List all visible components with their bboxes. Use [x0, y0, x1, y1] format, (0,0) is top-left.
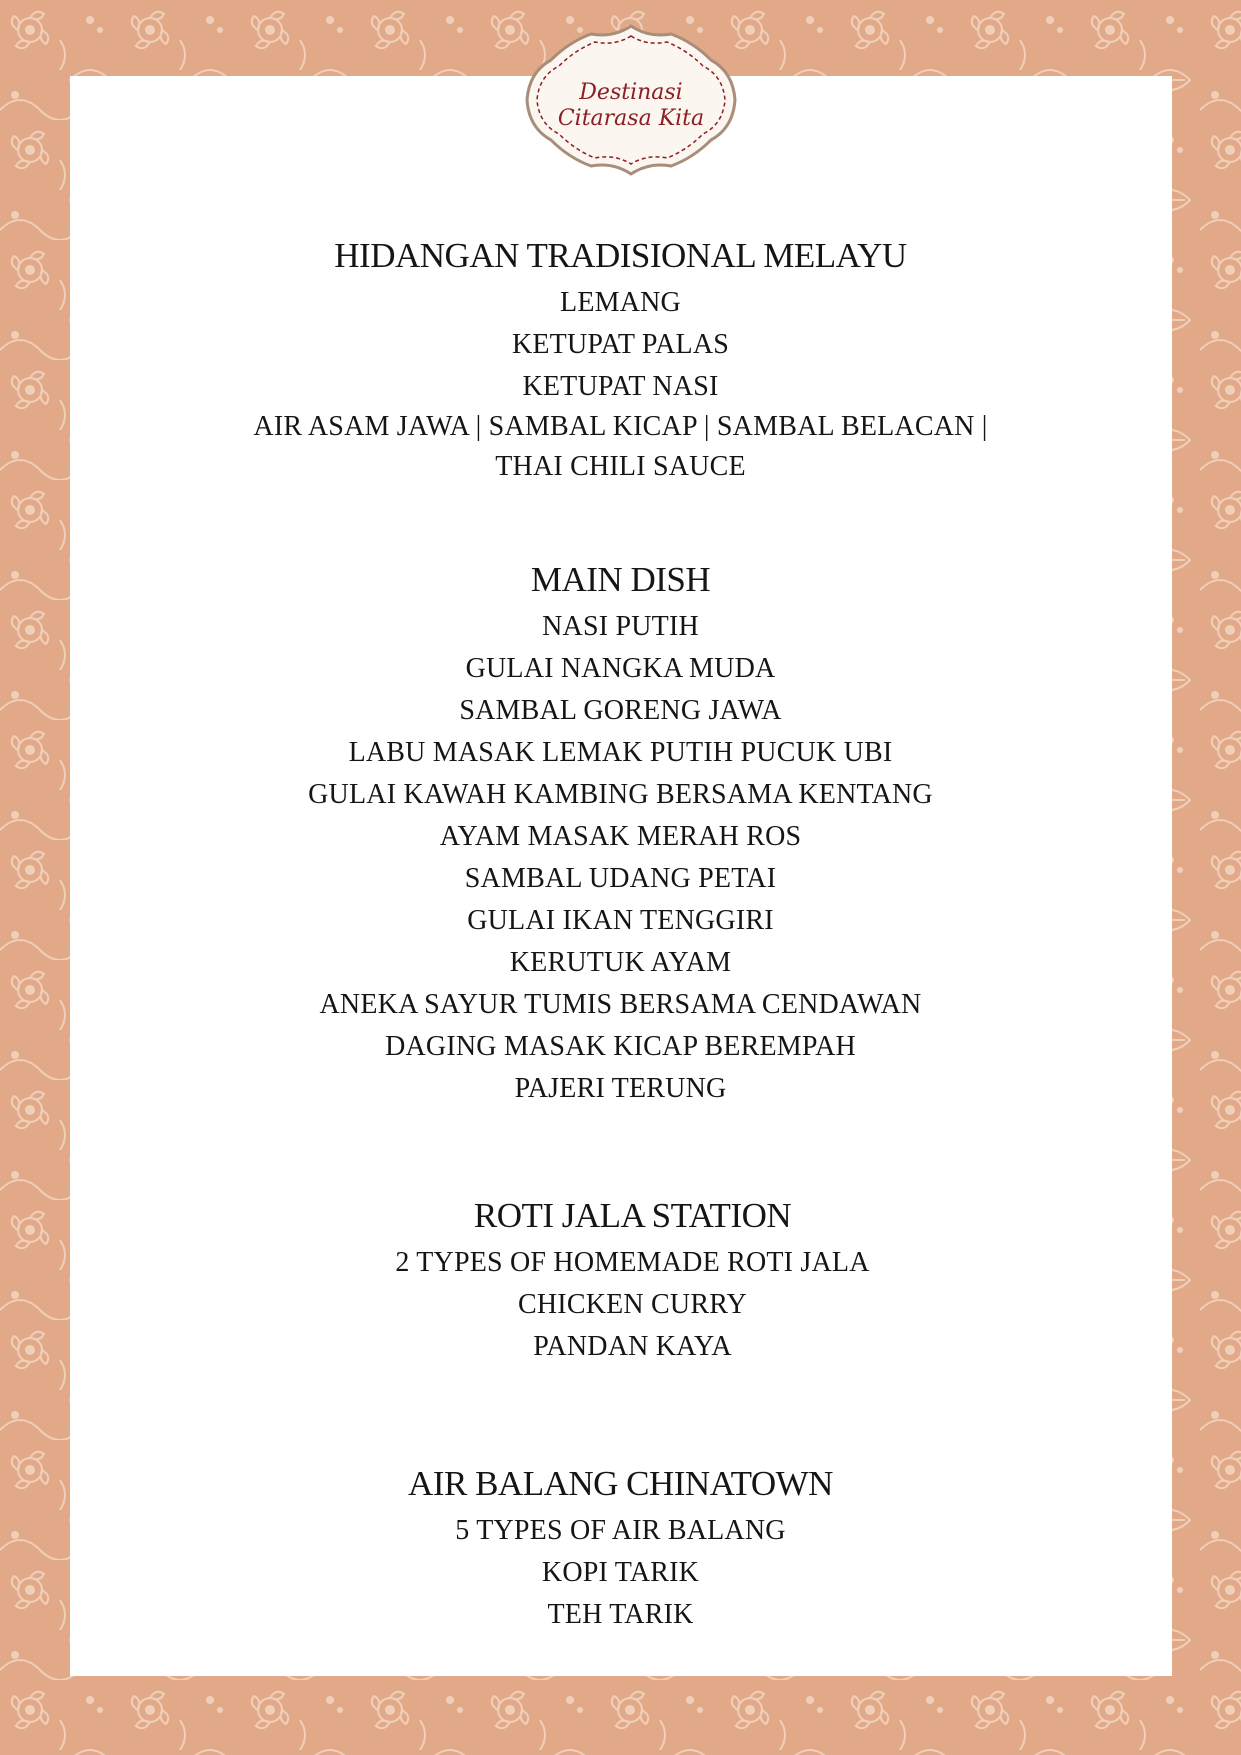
logo-badge: [521, 20, 741, 180]
menu-item: 2 TYPES OF HOMEMADE ROTI JALA: [395, 1247, 870, 1278]
section-hidangan-tradisional: [0, 234, 1241, 488]
menu-item: GULAI NANGKA MUDA: [465, 653, 776, 684]
section-title: HIDANGAN TRADISIONAL MELAYU: [334, 236, 907, 275]
menu-item: CHICKEN CURRY: [518, 1289, 747, 1320]
menu-item: KETUPAT PALAS: [511, 329, 730, 360]
section-title: ROTI JALA STATION: [473, 1196, 792, 1235]
section-main-dish: [0, 558, 1241, 1110]
menu-item: PANDAN KAYA: [533, 1331, 732, 1362]
menu-item: SAMBAL UDANG PETAI: [464, 863, 777, 894]
section-air-balang-chinatown: [0, 1462, 1241, 1636]
menu-item: DAGING MASAK KICAP BEREMPAH: [385, 1031, 856, 1062]
logo-line-1: Destinasi: [579, 80, 683, 105]
section-title: MAIN DISH: [530, 560, 711, 599]
menu-item: 5 TYPES OF AIR BALANG: [455, 1515, 786, 1546]
menu-item: TEH TARIK: [547, 1599, 694, 1630]
menu-item: ANEKA SAYUR TUMIS BERSAMA CENDAWAN: [319, 989, 922, 1020]
menu-item: KOPI TARIK: [541, 1557, 700, 1588]
logo-line-2: Citarasa Kita: [557, 106, 705, 131]
menu-item: AYAM MASAK MERAH ROS: [439, 821, 802, 852]
menu-item: SAMBAL GORENG JAWA: [459, 695, 782, 726]
menu-item: PAJERI TERUNG: [514, 1073, 727, 1104]
menu-item: AIR ASAM JAWA | SAMBAL KICAP | SAMBAL BELACAN |: [253, 411, 988, 442]
menu-item: GULAI IKAN TENGGIRI: [467, 905, 774, 936]
menu-item: LEMANG: [560, 287, 681, 318]
menu-item: KETUPAT NASI: [522, 371, 719, 402]
menu-item: GULAI KAWAH KAMBING BERSAMA KENTANG: [308, 779, 933, 810]
section-roti-jala-station: [12, 1194, 1241, 1368]
menu-item: NASI PUTIH: [542, 611, 699, 642]
menu-item: THAI CHILI SAUCE: [495, 451, 746, 482]
section-title: AIR BALANG CHINATOWN: [408, 1464, 833, 1503]
menu-item: LABU MASAK LEMAK PUTIH PUCUK UBI: [348, 737, 893, 768]
menu-item: KERUTUK AYAM: [509, 947, 732, 978]
